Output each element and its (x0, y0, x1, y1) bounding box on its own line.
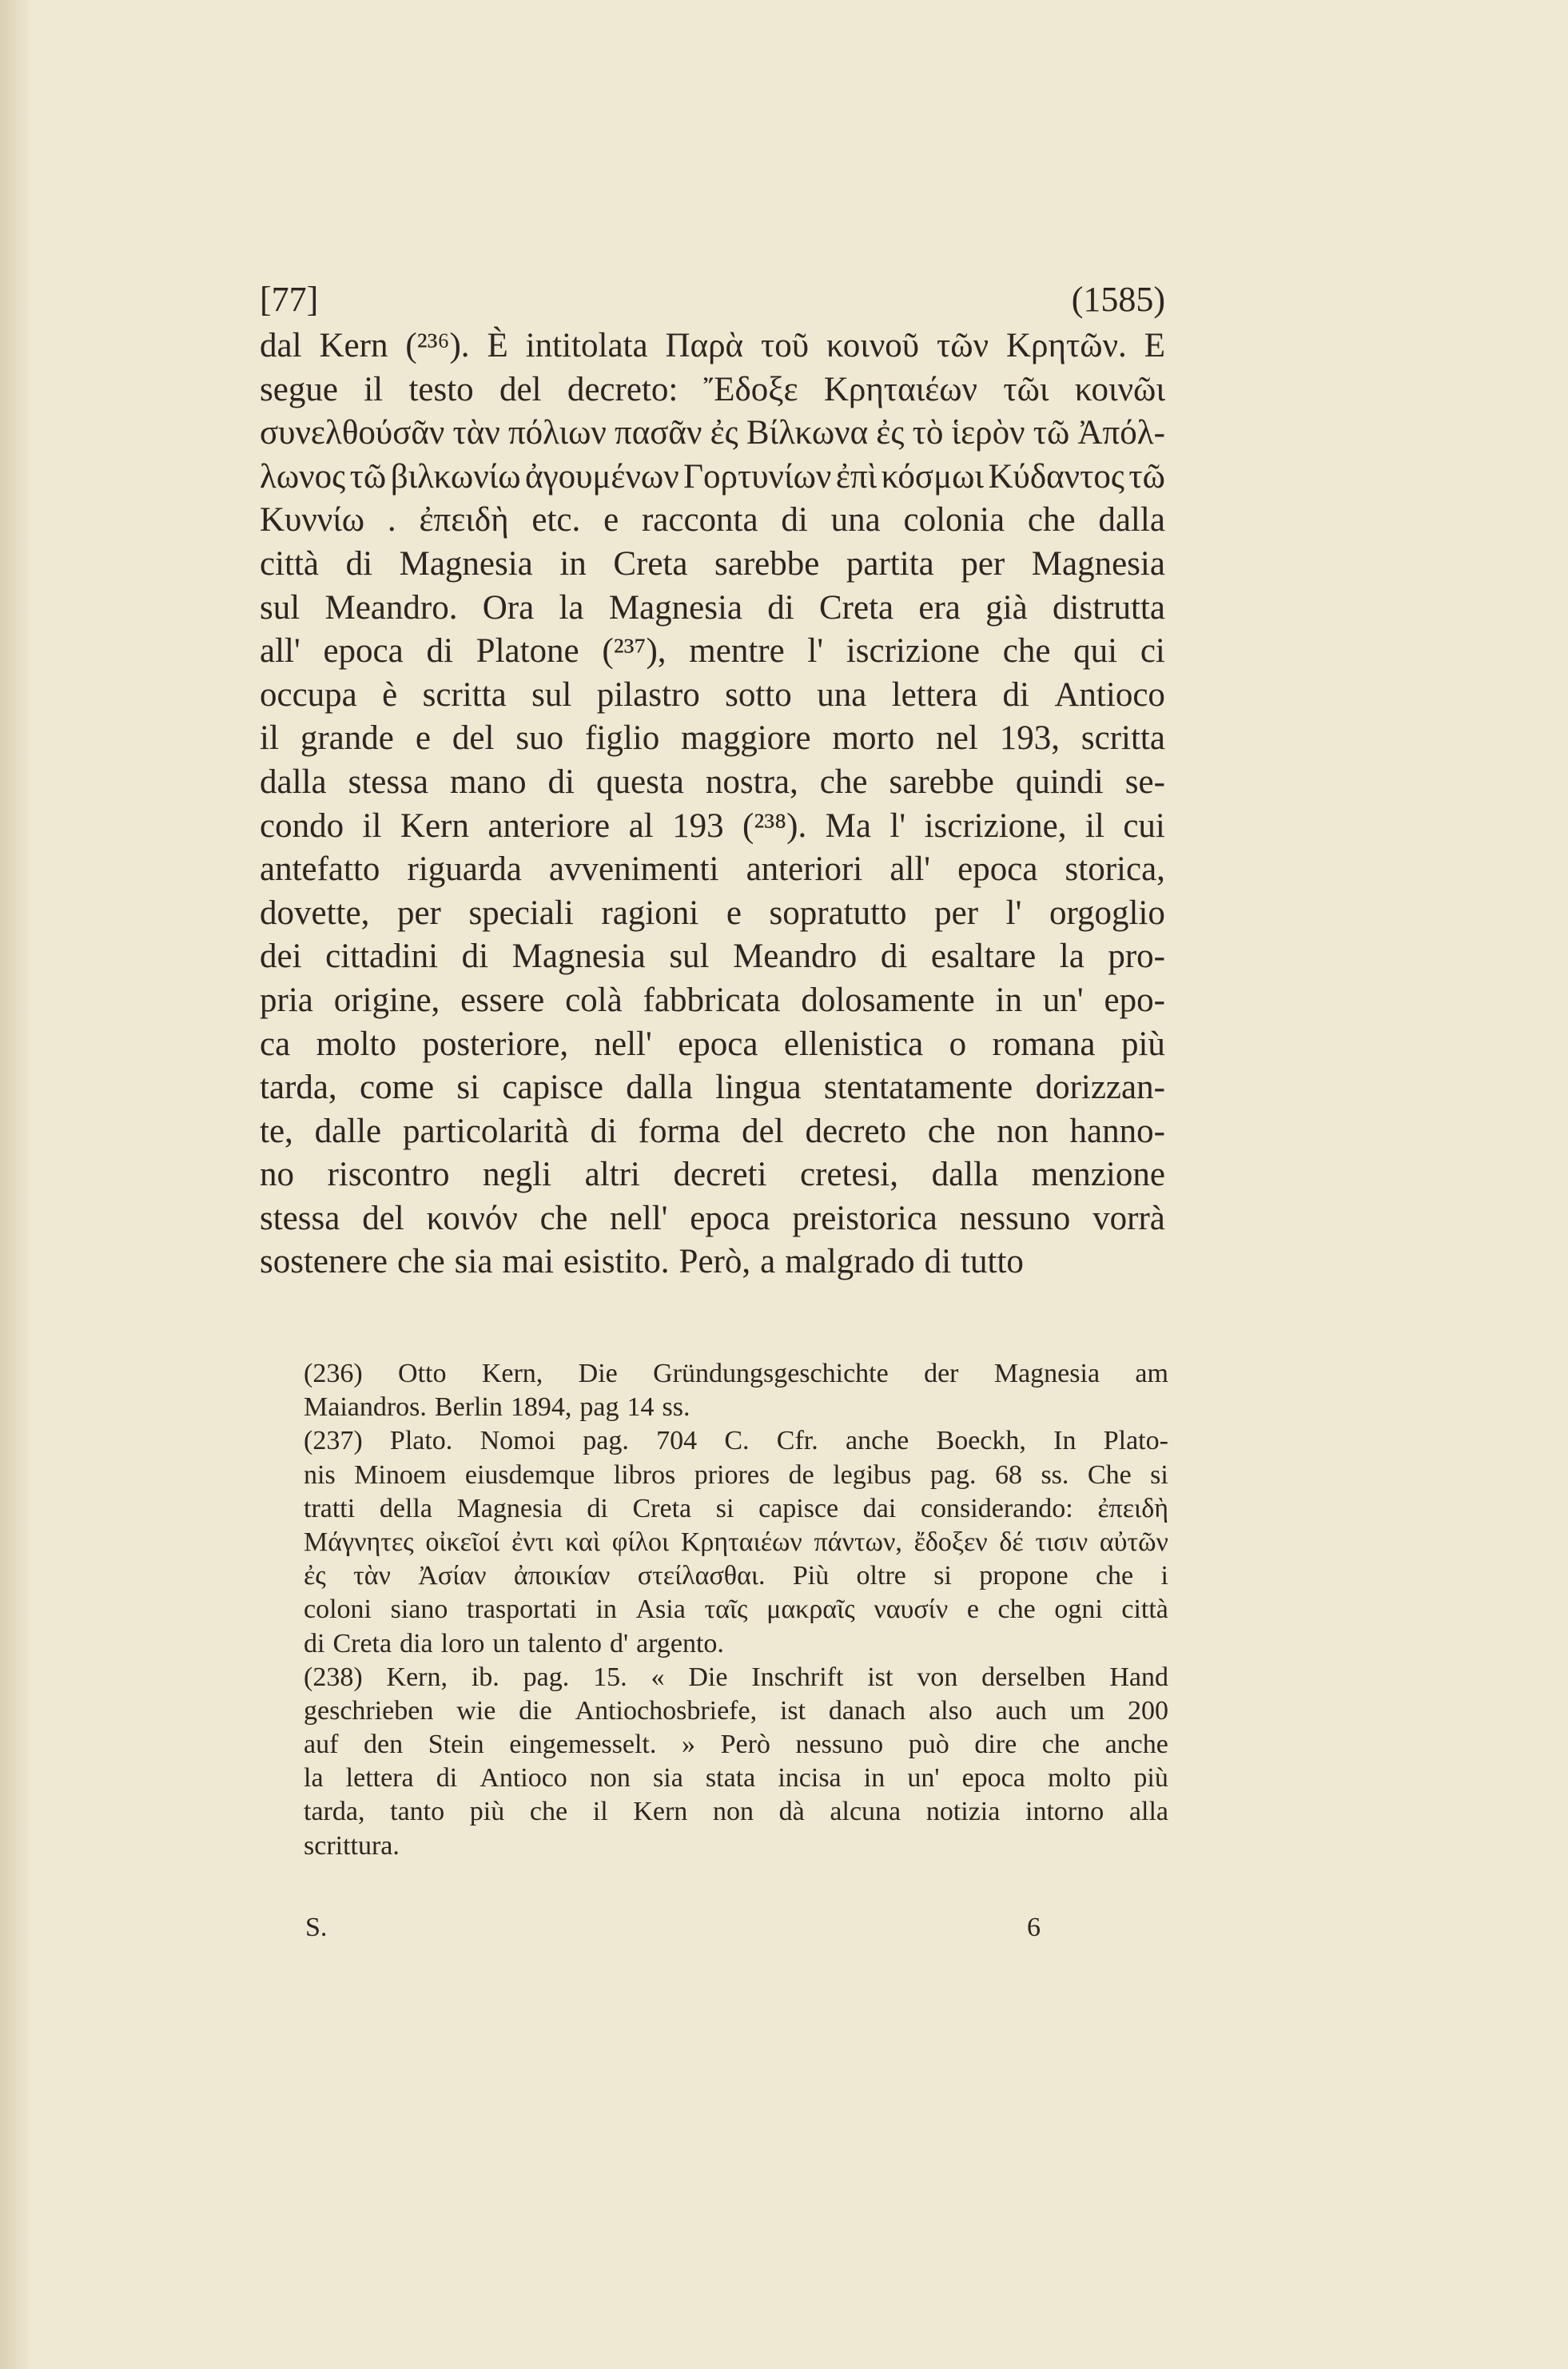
text-line: antefatto riguarda avvenimenti anteriori all' epoca storica, (260, 850, 1165, 889)
text-line: sul Meandro. Ora la Magnesia di Creta era già distrutta (260, 588, 1165, 627)
text-line: ca molto posteriore, nell' epoca ellenistica o romana più (260, 1025, 1165, 1063)
text-line: tarda, come si capisce dalla lingua stentatamente dorizzan- (260, 1069, 1165, 1107)
footnote-line: scrittura. (304, 1830, 400, 1861)
running-header (260, 280, 1165, 321)
page-number-bracketed: [77] (260, 280, 319, 319)
text-line: dal Kern (²³⁶). È intitolata Παρὰ τοῦ κοινοῦ τῶν Κρητῶν. E (260, 327, 1165, 364)
footnote-line: ἐς τὰν Ἀσίαν ἀποικίαν στείλασθαι. Più oltre si propone che i (304, 1561, 1168, 1591)
signature-line (305, 1910, 1041, 1945)
footnote-line: (238) Kern, ib. pag. 15. « Die Inschrift ist von derselben Hand (304, 1662, 1168, 1692)
page-body (260, 280, 1165, 1284)
footnote-line: di Creta dia loro un talento d' argento. (304, 1628, 724, 1658)
footnote-line: Maiandros. Berlin 1894, pag 14 ss. (304, 1392, 690, 1423)
footnote-line: (237) Plato. Nomoi pag. 704 C. Cfr. anche Boeckh, In Plato- (304, 1426, 1168, 1456)
page-number-continuous: (1585) (1071, 280, 1165, 319)
text-line: all' epoca di Platone (²³⁷), mentre l' iscrizione che qui ci (260, 632, 1165, 671)
text-line: no riscontro negli altri decreti cretesi, dalla menzione (260, 1156, 1165, 1194)
text-line: te, dalle particolarità di forma del decreto che non hanno- (260, 1112, 1165, 1150)
footnote-line: nis Minoem eiusdemque libros priores de legibus pag. 68 ss. Che si (304, 1459, 1168, 1490)
footnote-line: coloni siano trasportati in Asia ταῖς μακραῖς ναυσίν e che ogni città (304, 1595, 1168, 1625)
text-line: città di Magnesia in Creta sarebbe partita per Magnesia (260, 544, 1165, 583)
signature-mark: S. (305, 1913, 328, 1942)
text-line: dei cittadini di Magnesia sul Meandro di esaltare la pro- (260, 938, 1165, 976)
text-line: stessa del κοινόν che nell' epoca preistorica nessuno vorrà (260, 1199, 1165, 1237)
footnote-line: geschrieben wie die Antiochosbriefe, ist danach also auch um 200 (304, 1695, 1168, 1726)
footnote-line: tratti della Magnesia di Creta si capisce dai considerando: ἐπειδὴ (304, 1493, 1168, 1523)
signature-number: 6 (1027, 1913, 1041, 1942)
footnote-line: (236) Otto Kern, Die Gründungsgeschichte der Magnesia am (304, 1359, 1168, 1388)
text-line: condo il Kern anteriore al 193 (²³⁸). Ma l' iscrizione, il cui (260, 806, 1165, 845)
footnote-line: auf den Stein eingemesselt. » Però nessuno può dire che anche (304, 1730, 1168, 1760)
text-line: pria origine, essere colà fabbricata dolosamente in un' epo- (260, 981, 1165, 1019)
footnote-line: tarda, tanto più che il Kern non dà alcuna notizia intorno alla (304, 1797, 1168, 1827)
text-line: sostenere che sia mai esistito. Però, a malgrado di tutto (260, 1243, 1024, 1281)
footnotes (304, 1357, 1168, 1863)
text-line: συνελθούσᾶν τὰν πόλιων πασᾶν ἐς Βίλκωνα ἐς τὸ ἱερὸν τῶ Ἀπόλ- (260, 414, 1165, 452)
text-line: dalla stessa mano di questa nostra, che sarebbe quindi se- (260, 762, 1165, 801)
text-line: segue il testo del decreto: Ἔδοξε Κρηταιέων τῶι κοινῶι (260, 370, 1165, 408)
text-line: occupa è scritta sul pilastro sotto una lettera di Antioco (260, 675, 1165, 714)
text-line: il grande e del suo figlio maggiore morto nel 193, scritta (260, 719, 1165, 758)
main-text (260, 324, 1165, 1284)
page-edge-shadow (0, 0, 32, 2369)
footnote-line: la lettera di Antioco non sia stata incisa in un' epoca molto più (304, 1763, 1168, 1794)
text-line: λωνος τῶ βιλκωνίω ἀγουμένων Γορτυνίων ἐπὶ κόσμωι Κύδαντος τῶ (260, 457, 1165, 496)
text-line: Κυννίω . ἐπειδὴ etc. e racconta di una colonia che dalla (260, 501, 1165, 539)
text-line: dovette, per speciali ragioni e sopratutto per l' orgoglio (260, 894, 1165, 932)
footnote-line: Μάγνητες οἰκεῖοί ἐντι καὶ φίλοι Κρηταιέων πάντων, ἔδοξεν δέ τισιν αὐτῶν (304, 1527, 1168, 1557)
